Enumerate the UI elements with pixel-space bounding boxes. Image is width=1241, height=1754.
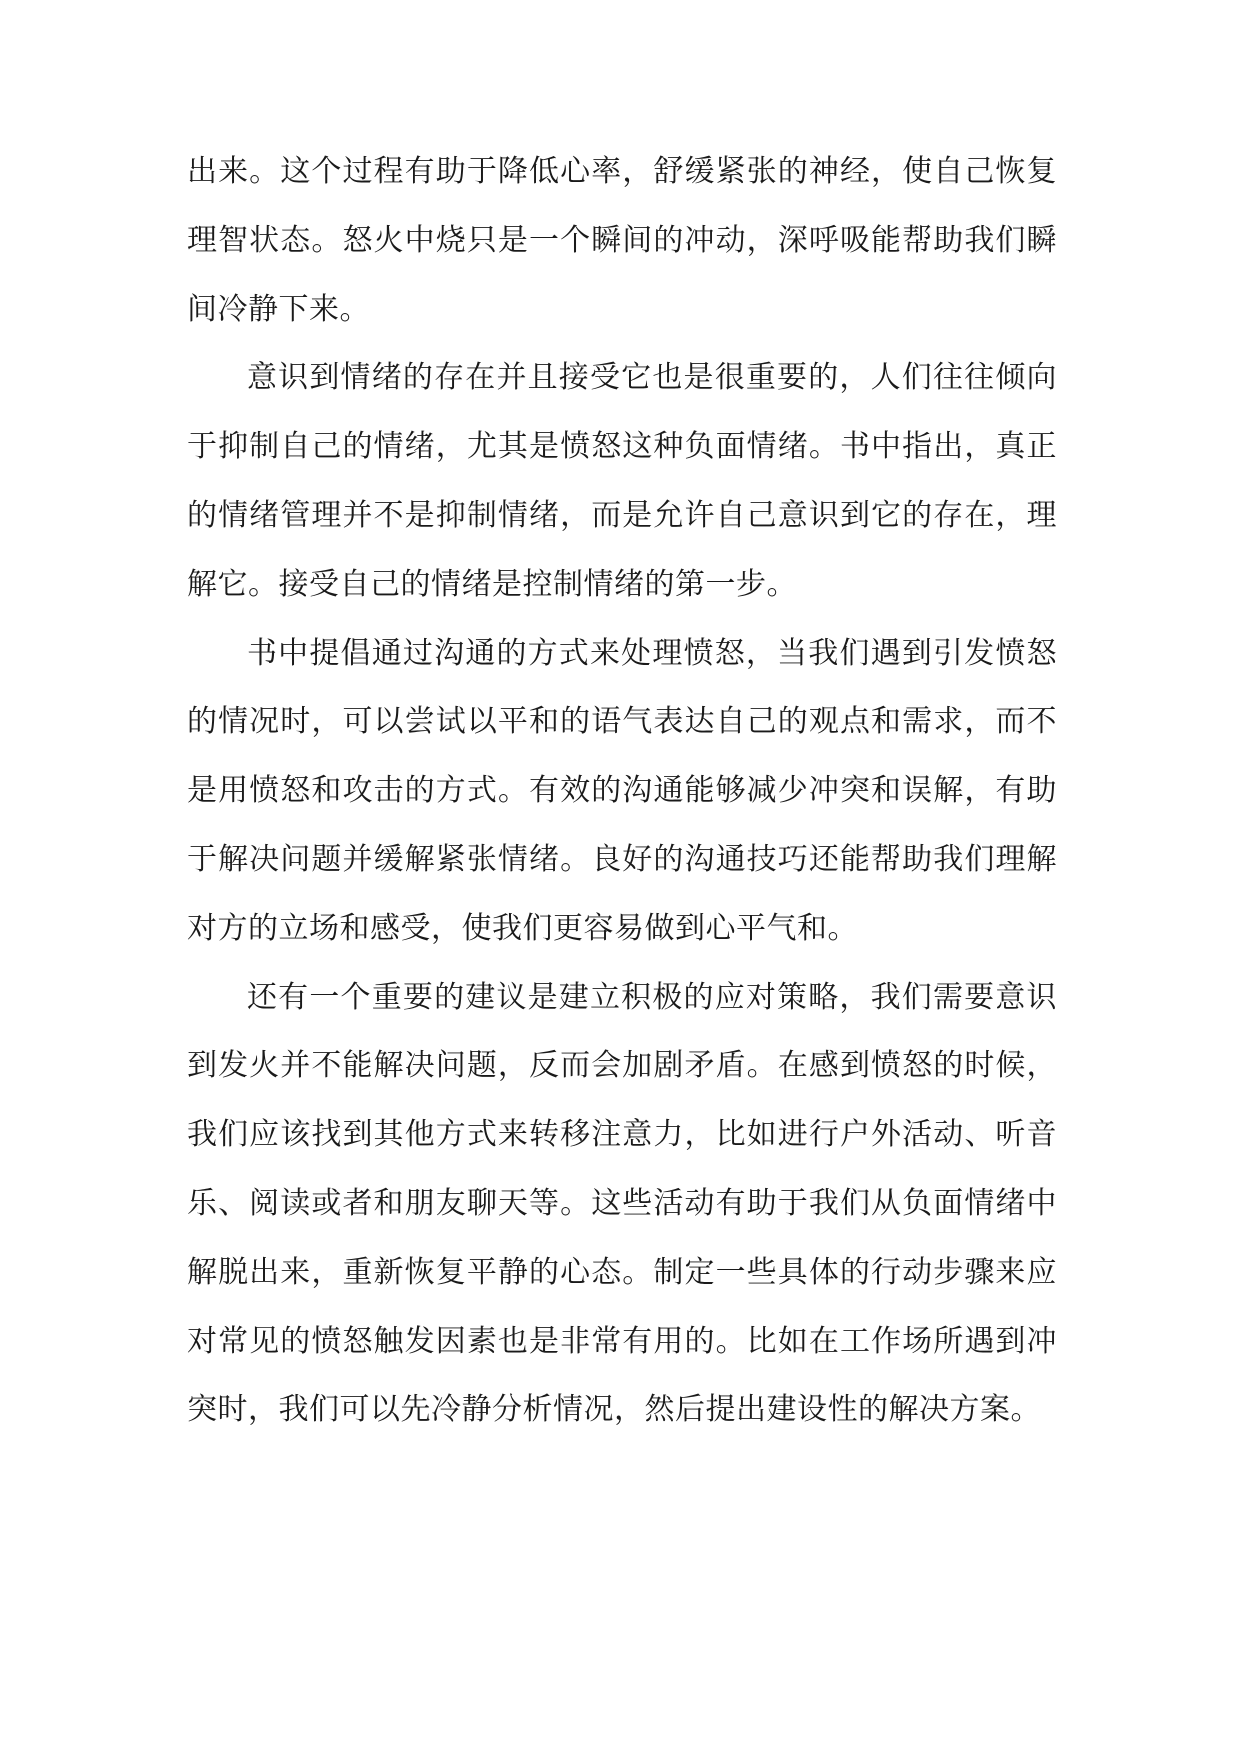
paragraph-4: 还有一个重要的建议是建立积极的应对策略，我们需要意识到发火并不能解决问题，反而会加剧矛盾。在感到愤怒的时候，我们应该找到其他方式来转移注意力，比如进行户外活动、听音乐、阅读或者和朋友聊天等。这些活动有助于我们从负面情绪中解脱出来，重新恢复平静的心态。制定一些具体的行动步骤来应对常见的愤怒触发因素也是非常有用的。比如在工作场所遇到冲突时，我们可以先冷静分析情况，然后提出建设性的解决方案。	[187, 979, 1057, 1428]
paragraph-3: 书中提倡通过沟通的方式来处理愤怒，当我们遇到引发愤怒的情况时，可以尝试以平和的语气表达自己的观点和需求，而不是用愤怒和攻击的方式。有效的沟通能够减少冲突和误解，有助于解决问题并缓解紧张情绪。良好的沟通技巧还能帮助我们理解对方的立场和感受，使我们更容易做到心平气和。	[187, 635, 1057, 946]
paragraph-1: 出来。这个过程有助于降低心率，舒缓紧张的神经，使自己恢复理智状态。怒火中烧只是一个瞬间的冲动，深呼吸能帮助我们瞬间冷静下来。	[187, 154, 1057, 327]
body-text	[187, 138, 1057, 1445]
paragraph-2: 意识到情绪的存在并且接受它也是很重要的，人们往往倾向于抑制自己的情绪，尤其是愤怒这种负面情绪。书中指出，真正的情绪管理并不是抑制情绪，而是允许自己意识到它的存在，理解它。接受自己的情绪是控制情绪的第一步。	[187, 360, 1057, 602]
